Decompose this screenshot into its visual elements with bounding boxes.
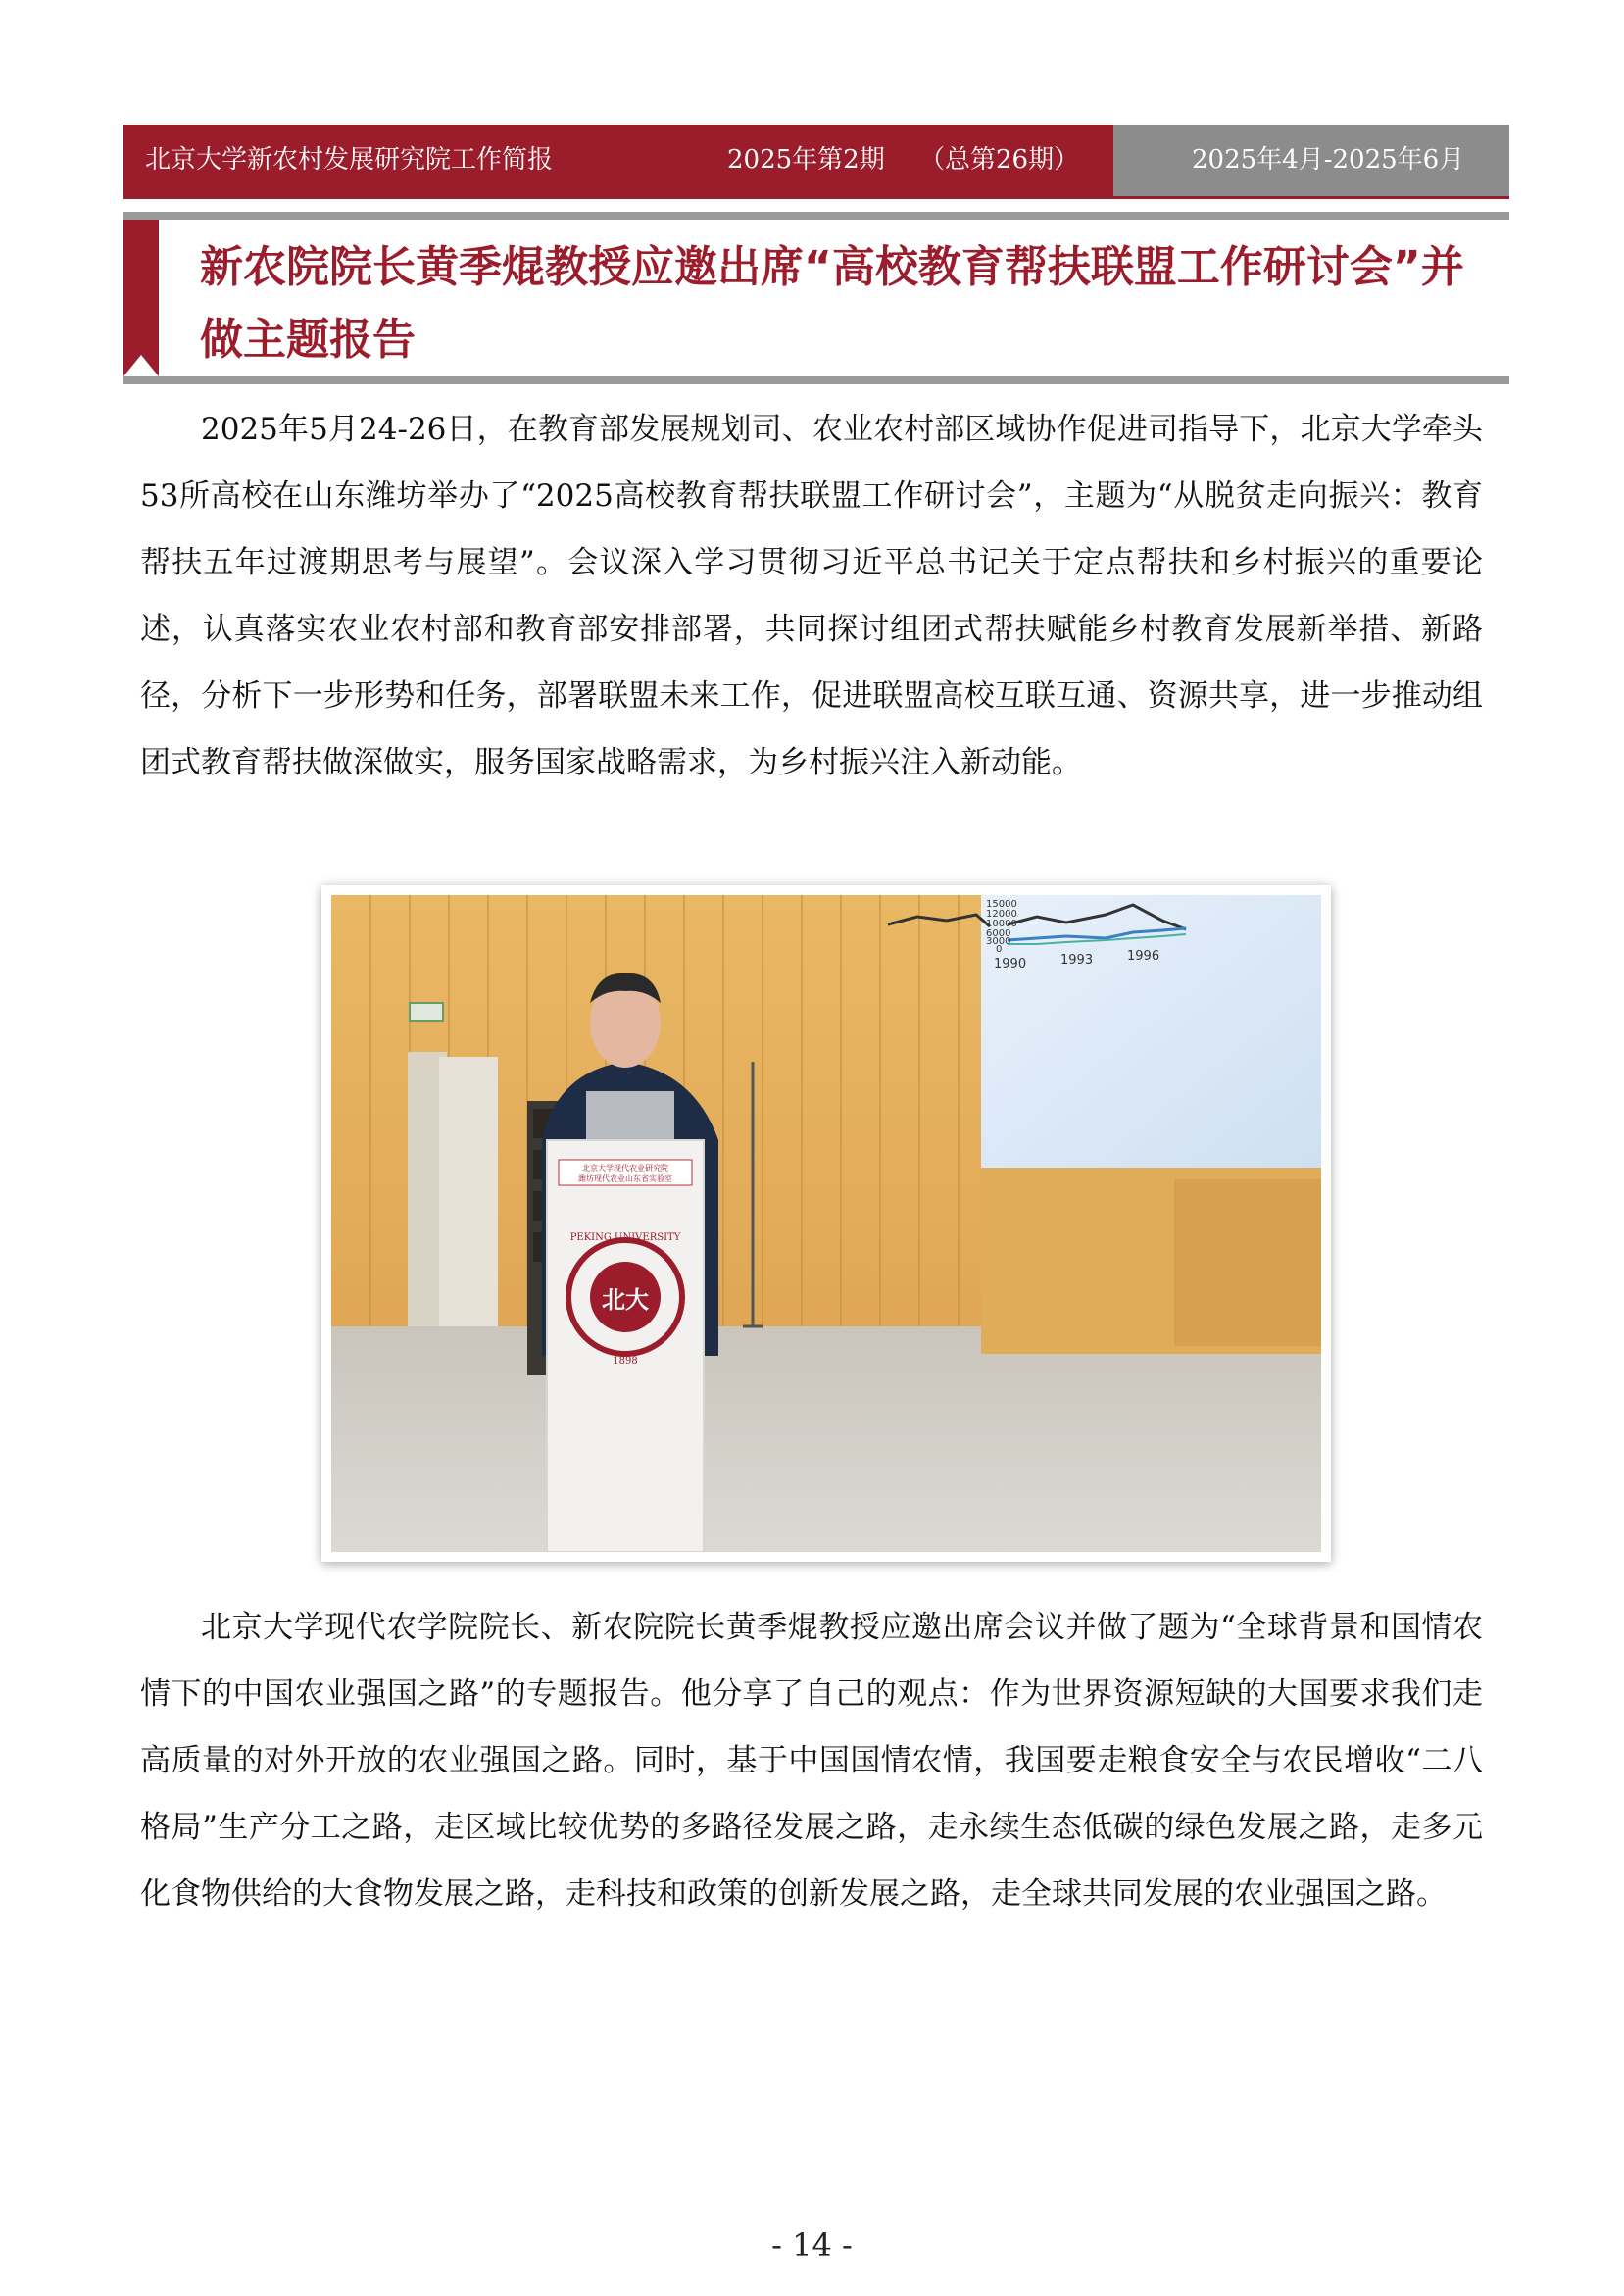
screen-x-tick: 1990	[994, 957, 1027, 972]
event-photo-frame	[321, 885, 1331, 1562]
seal-text: PEKING UNIVERSITY	[569, 1232, 681, 1243]
title-ribbon-icon	[123, 220, 159, 376]
page-number: - 14 -	[771, 2226, 853, 2264]
seal-year: 1898	[613, 1356, 638, 1367]
header-underline	[123, 196, 1509, 199]
article-title-line2: 做主题报告	[200, 315, 416, 365]
header-publication-name: 北京大学新农村发展研究院工作简报	[145, 145, 554, 175]
screen-y-tick: 0	[996, 944, 1003, 955]
seal-char: 北大	[602, 1286, 649, 1314]
header-date-range: 2025年4月-2025年6月	[1192, 145, 1465, 175]
header-issue: 2025年第2期	[727, 145, 885, 175]
screen-y-tick: 3000	[986, 936, 1011, 947]
paragraph-report: 北京大学现代农学院院长、新农院院长黄季焜教授应邀出席会议并做了题为“全球背景和国情农情下的中国农业强国之路”的专题报告。他分享了自己的观点：作为世界资源短缺的大国要求我们走高质量的对外开放的农业强国之路。同时，基于中国国情农情，我国要走粮食安全与农民增收“二八格局”生产分工之路，走区域比较优势的多路径发展之路，走永续生态低碳的绿色发展之路，走多元化食物供给的大食物发展之路，走科技和政策的创新发展之路，走全球共同发展的农业强国之路。	[140, 1610, 1483, 1912]
screen-y-tick: 12000	[986, 909, 1017, 920]
screen-y-tick: 10000	[986, 919, 1017, 929]
issue-header	[123, 125, 1509, 196]
screen-x-tick: 1993	[1060, 953, 1094, 968]
screen-x-tick: 1996	[1127, 949, 1160, 964]
event-photo	[331, 895, 1321, 1552]
paragraph-intro: 2025年5月24-26日，在教育部发展规划司、农业农村部区域协作促进司指导下，北京大学牵头53所高校在山东潍坊举办了“2025高校教育帮扶联盟工作研讨会”，主题为“从脱贫走向振兴：教育帮扶五年过渡期思考与展望”。会议深入学习贯彻习近平总书记关于定点帮扶和乡村振兴的重要论述，认真落实农业农村部和教育部安排部署，共同探讨组团式帮扶赋能乡村教育发展新举措、新路径，分析下一步形势和任务，部署联盟未来工作，促进联盟高校互联互通、资源共享，进一步推动组团式教育帮扶做深做实，服务国家战略需求，为乡村振兴注入新动能。	[140, 412, 1483, 780]
screen-y-tick: 15000	[986, 899, 1017, 910]
article-title-line1: 新农院院长黄季焜教授应邀出席“高校教育帮扶联盟工作研讨会”并	[200, 242, 1464, 292]
title-rule-top	[123, 212, 1509, 220]
title-rule-bottom	[123, 376, 1509, 384]
article-title	[200, 231, 1503, 376]
podium-sign-line2: 潍坊现代农业山东省实验室	[578, 1174, 672, 1183]
podium-sign-line1: 北京大学现代农业研究院	[582, 1164, 668, 1173]
screen-y-tick: 6000	[986, 928, 1011, 939]
header-total-issue: （总第26期）	[919, 145, 1080, 175]
